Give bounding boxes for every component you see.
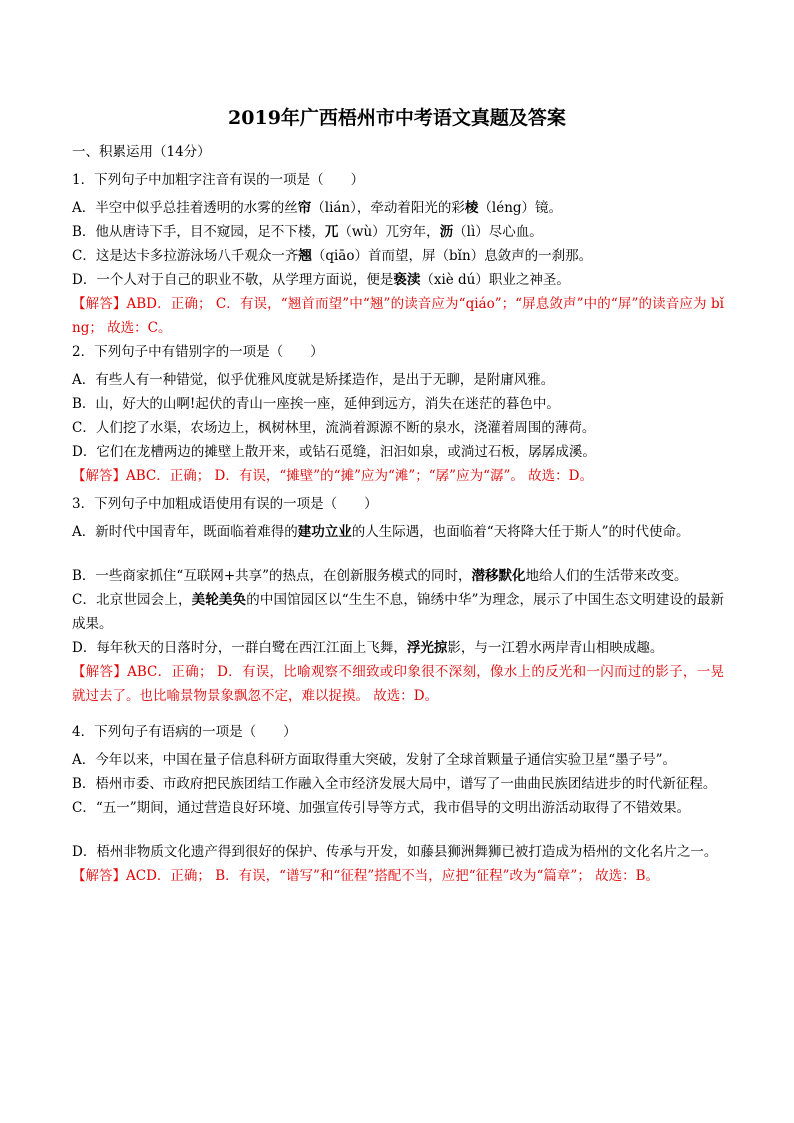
question-3-option-b: B．一些商家抓住“互联网+共享”的热点，在创新服务模式的同时，潜移默化地给人们的生活带来改变。 — [72, 568, 688, 584]
question-3-answer: 【解答】ABC．正确； D．有误，比喻观察不细致或印象很不深刻，像水上的反光和一闪而过的影子，一晃就过去了。也比喻景物景象飘忽不定，难以捉摸。 故选：D。 — [72, 664, 724, 704]
question-4-option-a: A．今年以来，中国在量子信息科研方面取得重大突破，发射了全球首颗量子通信实验卫星“墨子号”。 — [72, 752, 677, 768]
question-4-option-b: B．梧州市委、市政府把民族团结工作融入全市经济发展大局中，谱写了一曲曲民族团结进步的时代新征程。 — [72, 776, 717, 792]
question-1-stem: 1．下列句子中加粗字注音有误的一项是（ ） — [72, 172, 365, 188]
question-3-option-d: D．每年秋天的日落时分，一群白鹭在西江江面上飞舞，浮光掠影，与一江碧水两岸青山相映成趣。 — [72, 640, 664, 656]
question-1-option-d: D．一个人对于自己的职业不敬，从学理方面说，便是亵渎（xiè dú）职业之神圣。 — [72, 272, 570, 288]
question-2-option-c: C．人们挖了水渠，农场边上，枫树林里，流淌着源源不断的泉水，浇灌着周围的薄荷。 — [72, 420, 596, 436]
question-2-option-d: D．它们在龙槽两边的摊壁上散开来，或钻石觅缝，汩汩如泉，或淌过石板，孱孱成溪。 — [72, 444, 596, 460]
question-4-answer: 【解答】ACD．正确； B．有误，“谱写”和“征程”搭配不当，应把“征程”改为“篇章”； 故选：B。 — [72, 868, 660, 884]
document-body — [72, 140, 724, 888]
question-1-option-c: C．这是达卡多拉游泳场八千观众一齐翘（qiāo）首而望，屏（bǐn）息敛声的一刹那。 — [72, 248, 593, 264]
question-2-option-b: B．山，好大的山啊!起伏的青山一座挨一座，延伸到远方，消失在迷茫的暮色中。 — [72, 396, 560, 412]
section-heading: 一、积累运用（14分） — [72, 144, 211, 160]
question-3-option-c: C．北京世园会上，美轮美奂的中国馆园区以“生生不息，锦绣中华”为理念，展示了中国生态文明建设的最新成果。 — [72, 592, 724, 632]
question-2-option-a: A．有些人有一种错觉，似乎优雅风度就是矫揉造作，是出于无聊，是附庸风雅。 — [72, 372, 555, 388]
question-2-stem: 2．下列句子中有错别字的一项是（ ） — [72, 344, 324, 360]
question-4-stem: 4．下列句子有语病的一项是（ ） — [72, 724, 297, 740]
question-4-option-c: C．“五一”期间，通过营造良好环境、加强宣传引导等方式，我市倡导的文明出游活动取得了不错效果。 — [72, 800, 691, 816]
question-1-option-b: B．他从唐诗下手，目不窥园，足不下楼，兀（wù）兀穷年，沥（lì）尽心血。 — [72, 224, 543, 240]
question-3-stem: 3．下列句子中加粗成语使用有误的一项是（ ） — [72, 496, 378, 512]
page-title: 2019年广西梧州市中考语文真题及答案 — [228, 107, 566, 129]
question-4-option-d: D．梧州非物质文化遗产得到很好的保护、传承与开发，如藤县狮洲舞狮已被打造成为梧州的文化名片之一。 — [72, 844, 718, 860]
question-3-option-a: A．新时代中国青年，既面临着难得的建功立业的人生际遇，也面临着“天将降大任于斯人”的时代使命。 — [72, 524, 690, 540]
question-1-answer: 【解答】ABD．正确； C．有误，“翘首而望”中“翘”的读音应为“qiáo”；“屏息敛声”中的“屏”的读音应为 bǐng； 故选：C。 — [72, 296, 724, 336]
question-1-option-a: A．半空中似乎总挂着透明的水雾的丝帘（lián），牵动着阳光的彩棱（léng）镜。 — [72, 200, 563, 216]
question-2-answer: 【解答】ABC．正确； D．有误，“摊壁”的“摊”应为“滩”；“孱”应为“潺”。 故选：D。 — [72, 468, 593, 484]
